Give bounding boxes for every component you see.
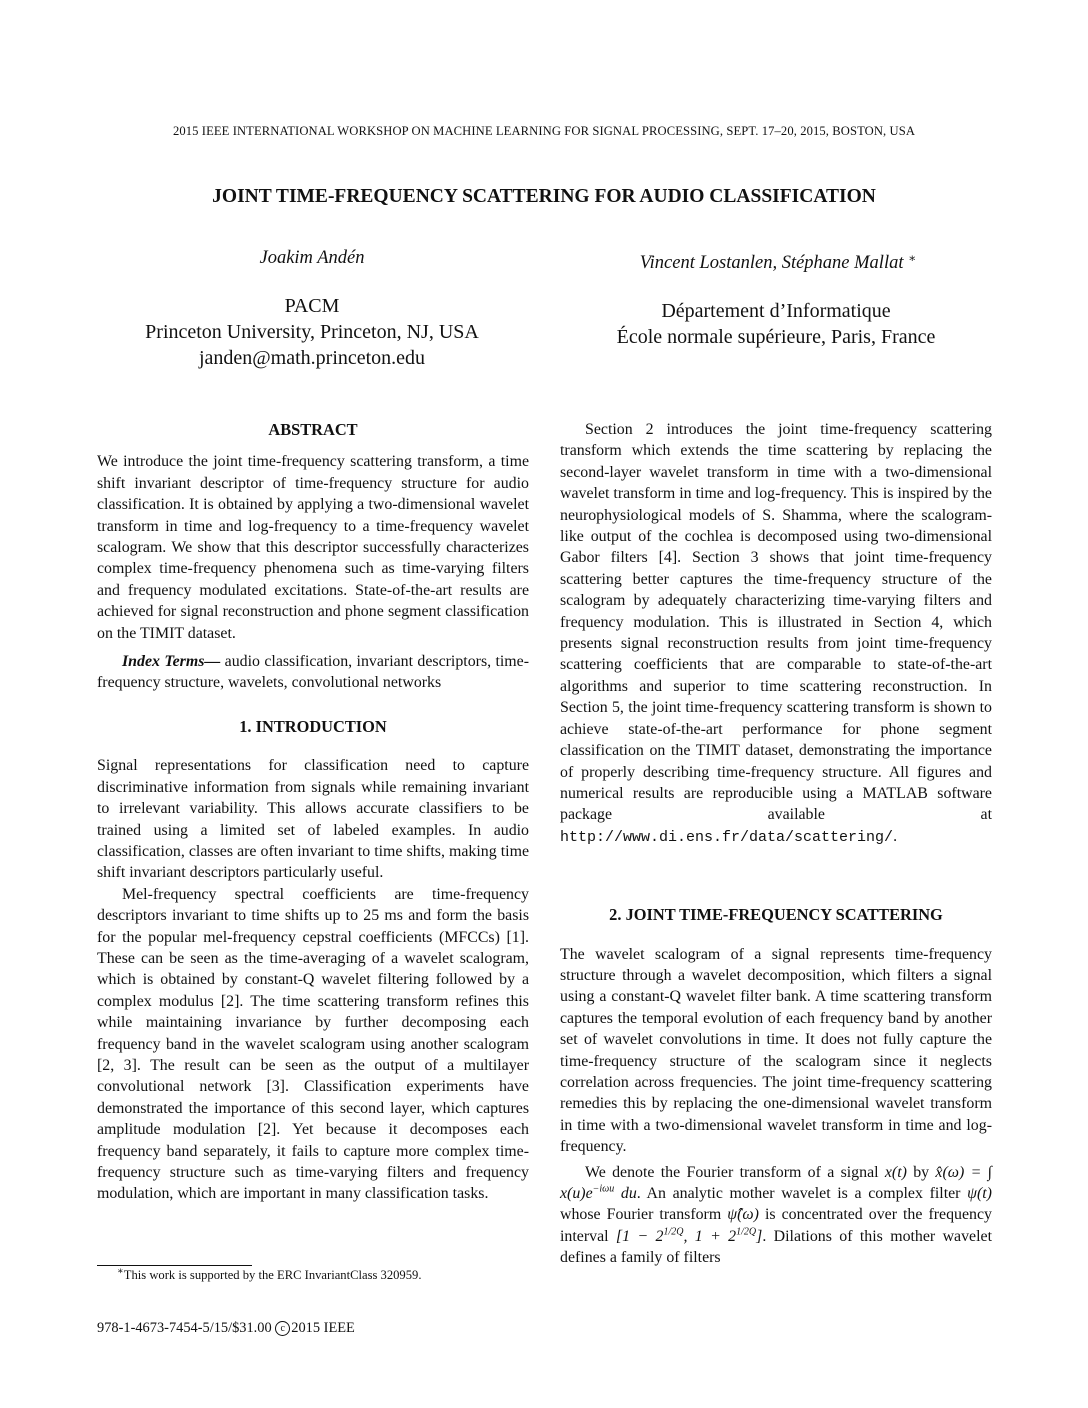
copyright-icon: c bbox=[275, 1321, 290, 1336]
index-terms: Index Terms— audio classification, invariant descriptors, time-frequency structure, wavelets, convolutional networks bbox=[97, 653, 530, 692]
section-heading-scattering: 2. JOINT TIME-FREQUENCY SCATTERING bbox=[609, 905, 943, 925]
copyright-line: 978-1-4673-7454-5/15/$31.00 c 2015 IEEE bbox=[97, 1320, 355, 1336]
abstract-text: We introduce the joint time-frequency scattering transform, a time shift invariant descriptor of time-frequency structure for audio classification. It is obtained by applying a two-dimensional wavelet transform in time and log-frequency to a time-frequency wavelet scalogram. We show that this descriptor successfully characterizes complex time-frequency phenomena such as time-varying filters and frequency modulated excitations. State-of-the-art results are achieved for signal reconstruction and phone segment classification on the TIMIT dataset. bbox=[97, 453, 529, 642]
author-email: janden@math.princeton.edu bbox=[198, 347, 426, 369]
right-column bbox=[560, 419, 992, 1269]
section-heading-introduction: 1. INTRODUCTION bbox=[239, 716, 387, 736]
conference-header: 2015 IEEE INTERNATIONAL WORKSHOP ON MACHINE LEARNING FOR SIGNAL PROCESSING, SEPT. 17–20, 2015, BOSTON, USA bbox=[172, 124, 916, 138]
index-terms-label: Index Terms— bbox=[122, 653, 221, 671]
intro-paragraph: Signal representations for classification need to capture discriminative information from signals while remaining invariant to irrelevant variability. This allows accurate classifiers to be trained using a limited set of labeled examples. In audio classification, classes are often invariant to time shifts, making time shift invariant descriptors particularly useful. bbox=[97, 757, 529, 882]
paper-title: JOINT TIME-FREQUENCY SCATTERING FOR AUDIO CLASSIFICATION bbox=[212, 186, 876, 207]
intro-paragraph: Section 2 introduces the joint time-frequency scattering transform which extends the time scattering by replacing the second-layer wavelet transform in time with a two-dimensional wavelet transform in time and log-frequency. This is inspired by the neurophysiological models of S. Shamma, where the scalogram-like output of the cochlea is decomposed using two-dimensional Gabor filters [4]. Section 3 shows that joint time-frequency scattering better captures the time-frequency structure of the scalogram by adequately characterizing time-varying filters and frequency modulation. This is illustrated in Section 4, which presents signal reconstruction results from joint time-frequency scattering coefficients that are comparable to state-of-the-art algorithms and superior to time scattering reconstruction. In Section 5, the joint time-frequency scattering transform is shown to achieve state-of-the-art performance for phone segment classification on the TIMIT dataset, demonstrating the importance of properly describing time-frequency structure. All figures and numerical results are reproducible using a MATLAB software package available at http://www.di.ens.fr/data/scattering/. bbox=[560, 421, 992, 846]
affiliation-line: Département d’Informatique bbox=[661, 300, 891, 322]
author-name: Joakim Andén bbox=[259, 248, 365, 268]
software-url[interactable]: http://www.di.ens.fr/data/scattering/ bbox=[560, 828, 894, 846]
section2-paragraph: We denote the Fourier transform of a signal x(t) by x̂(ω) = ∫ $x(u)e^{-i\omega u}$ du. An analytic mother wavelet is a complex filter ψ(t) whose Fourier transform ψ̂(ω) is concentrated over the frequency interval [$1 - 2^{1/2Q}$, $1 + 2^{1/2Q}$]. Dilations of this mother wavelet defines a family of filters bbox=[560, 1163, 992, 1267]
left-column bbox=[97, 419, 529, 1205]
author-name: Vincent Lostanlen, Stéphane Mallat ∗ bbox=[639, 251, 917, 273]
affiliation-line: Princeton University, Princeton, NJ, USA bbox=[145, 321, 479, 343]
affiliation-line: PACM bbox=[284, 295, 340, 317]
affiliation-line: École normale supérieure, Paris, France bbox=[616, 326, 936, 348]
footnote: ∗This work is supported by the ERC InvariantClass 320959. bbox=[117, 1265, 422, 1282]
abstract-heading: ABSTRACT bbox=[268, 420, 358, 439]
intro-paragraph: Mel-frequency spectral coefficients are time-frequency descriptors invariant to time shifts up to 25 ms and form the basis for the popular mel-frequency cepstral coefficients (MFCCs) [1]. These can be seen as the time-averaging of a wavelet scalogram, which is obtained by constant-Q wavelet filtering followed by a complex modulus [2]. The time scattering transform refines this while maintaining invariance by further decomposing each frequency band in the wavelet scalogram using another scalogram [2, 3]. The result can be seen as the output of a multilayer convolutional network [3]. Classification experiments have demonstrated the importance of this second layer, which captures amplitude modulation [2]. Yet because it decomposes each frequency band separately, it fails to capture more complex time-frequency structure such as time-varying filters and frequency modulation, which are important in many classification tasks. bbox=[97, 885, 529, 1203]
author-block-right bbox=[560, 246, 992, 350]
footnote-mark: ∗ bbox=[908, 251, 917, 265]
author-block-left bbox=[96, 246, 528, 371]
section2-paragraph: The wavelet scalogram of a signal represents time-frequency structure through a wavelet decomposition, which filters a signal using a constant-Q wavelet filter bank. A time scattering transform captures the temporal evolution of each frequency band by another set of wavelet convolutions in time. It does not fully capture the time-frequency structure of the scalogram since it neglects correlation across frequencies. The joint time-frequency scattering remedies this by replacing the one-dimensional wavelet transform in time with a two-dimensional wavelet transform in time and log-frequency. bbox=[560, 945, 992, 1156]
